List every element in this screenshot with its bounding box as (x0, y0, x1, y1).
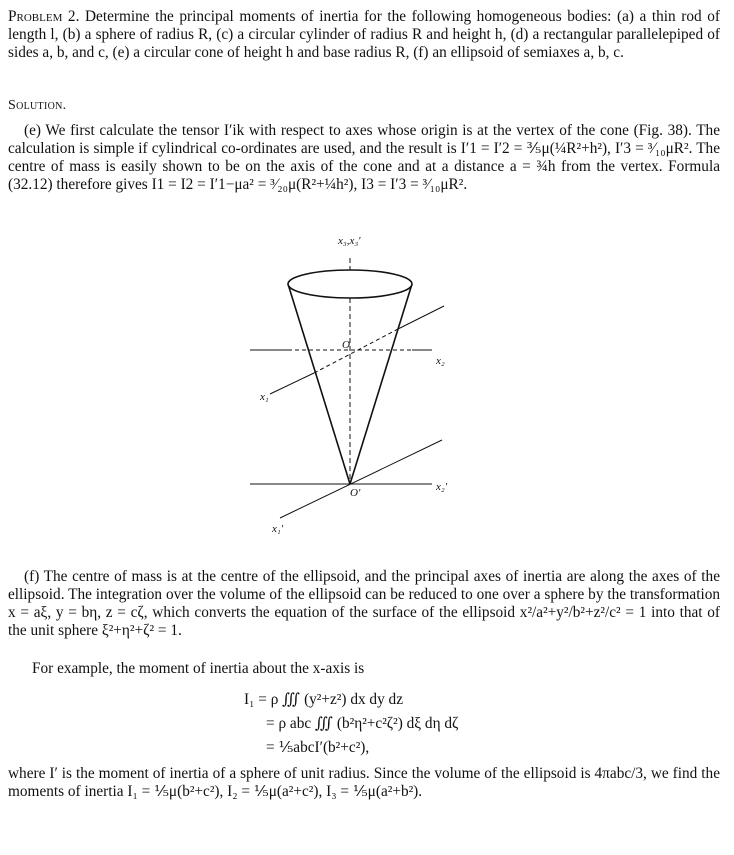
solution-heading: Solution. (8, 98, 67, 113)
axis-x1-prime (280, 440, 442, 518)
label-x2: x₂ (436, 355, 445, 367)
conclusion: where I′ is the moment of inertia of a sphere of unit radius. Since the volume of the ellipsoid is 4πabc/3, we find the moments of inertia I₁ = ⅕μ(b²+c²), I₂ = ⅕μ(a²+c²), I₃ = ⅕μ(a²+b²). (8, 765, 720, 800)
equation-line-1: I₁ = ρ ∭ (y²+z²) dx dy dz (244, 691, 403, 708)
equation-line-2: = ρ abc ∭ (b²η²+c²ζ²) dξ dη dζ (266, 715, 459, 732)
cone-side-left (288, 284, 350, 484)
label-x1: x₁ (260, 391, 269, 403)
problem-text: Determine the principal moments of inertia for the following homogeneous bodies: (a) a thin rod of length l, (b) a sphere of radius R, (c) a circular cylinder of radius R and height h, (d) a rectangular parallelepiped of sides a, b, and c, (e) a circular cone of height h and base radius R, (f) an ellipsoid of semiaxes a, b, c. (8, 8, 720, 61)
label-o: O (342, 339, 350, 351)
solution-part-f: (f) The centre of mass is at the centre of the ellipsoid, and the principal axes of inertia are along the axes of the ellipsoid. The integration over the volume of the ellipsoid can be reduced to one over a sphere by the transformation x = aξ, y = bη, z = cζ, which converts the equation of the surface of the ellipsoid x²/a²+y²/b²+z²/c² = 1 into that of the unit sphere ξ²+η²+ζ² = 1. (8, 568, 720, 639)
cone-figure (260, 228, 486, 548)
equation-block (244, 688, 458, 760)
cone-base (288, 270, 412, 298)
problem-label: Problem 2. (8, 8, 80, 25)
label-o-prime: O′ (350, 487, 361, 499)
label-x1-prime: x₁′ (272, 523, 284, 535)
solution-part-e: (e) We first calculate the tensor I′ik with respect to axes whose origin is at the vertex of the cone (Fig. 38). The calculation is simple if cylindrical co-ordinates are used, and the result is I′1 = I′2 = ⅗μ(¼R²+h²), I′3 = ³⁄₁₀μR². The centre of mass is easily shown to be on the axis of the cone and at a distance a = ¾h from the vertex. Formula (32.12) therefore gives I1 = I2 = I′1−μa² = ³⁄₂₀μ(R²+¼h²), I3 = I′3 = ³⁄₁₀μR². (8, 122, 720, 193)
equation-line-3: = ⅕abcI′(b²+c²), (266, 739, 370, 756)
label-x3: x₃,x₃′ (338, 235, 361, 247)
example-intro: For example, the moment of inertia about the x-axis is (32, 660, 365, 677)
cone-side-right (350, 284, 412, 484)
problem-statement (8, 8, 720, 62)
label-x2-prime: x₂′ (436, 481, 448, 493)
axis-x1-dashed (314, 329, 398, 373)
axis-x1-lower (270, 373, 314, 394)
